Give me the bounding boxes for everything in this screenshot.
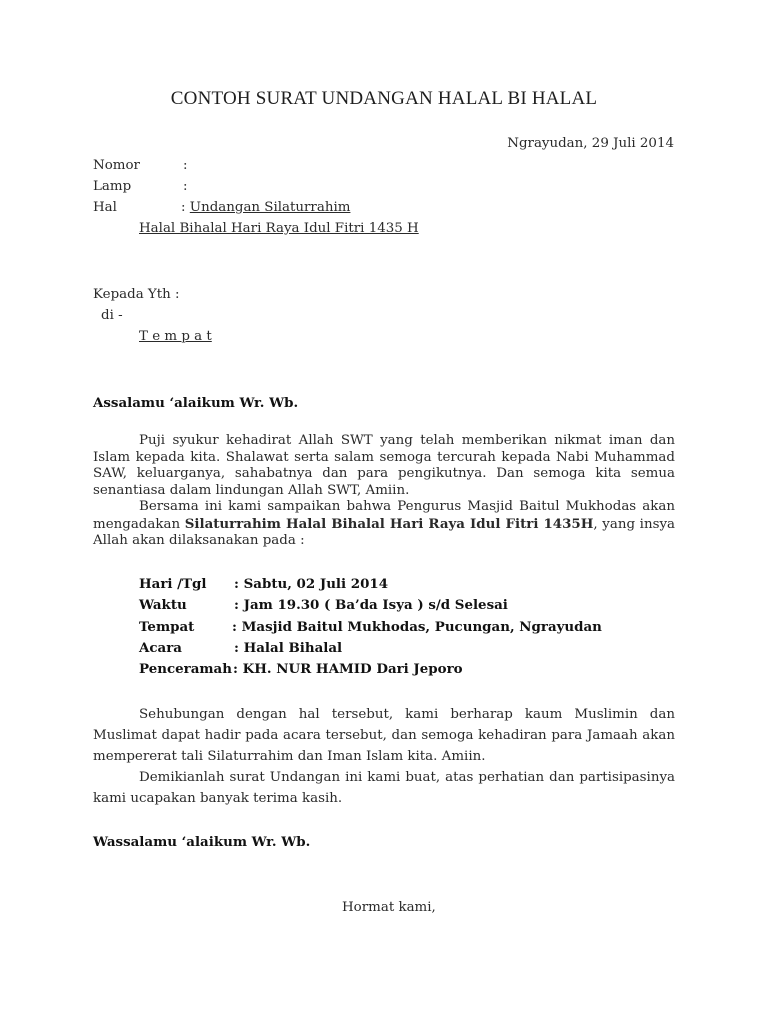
field-hal-value xyxy=(181,200,350,215)
closing-paragraphs xyxy=(93,704,675,809)
paragraph-2-event: Silaturrahim Halal Bihalal Hari Raya Idul Fitri 1435H xyxy=(184,515,594,532)
field-hal-colon: : xyxy=(181,200,190,215)
detail-value: : Masjid Baitul Mukhodas, Pucungan, Ngrayudan xyxy=(232,619,602,635)
field-lamp-value: : xyxy=(183,179,188,194)
recipient-place: T e m p a t xyxy=(139,329,212,344)
letter-title: CONTOH SURAT UNDANGAN HALAL BI HALAL xyxy=(170,88,598,109)
detail-label: Penceramah xyxy=(139,661,232,677)
field-hal-label: Hal xyxy=(93,200,117,215)
field-hal-subject: Undangan Silaturrahim xyxy=(189,200,351,215)
paragraph-2-before: Bersama ini kami sampaikan bahwa Pengurus Masjid Baitul Mukhodas akan mengadakan xyxy=(93,499,675,532)
detail-value: : KH. NUR HAMID Dari Jeporo xyxy=(233,661,463,677)
subject-line-2: Halal Bihalal Hari Raya Idul Fitri 1435 H xyxy=(139,221,419,236)
detail-label: Tempat xyxy=(139,619,195,635)
recipient-to: Kepada Yth : xyxy=(93,287,180,302)
detail-value: : Halal Bihalal xyxy=(234,640,343,656)
detail-label: Waktu xyxy=(139,597,187,613)
place-date: Ngrayudan, 29 Juli 2014 xyxy=(507,136,674,151)
paragraph-1: Puji syukur kehadirat Allah SWT yang telah memberikan nikmat iman dan Islam kepada kita. Shalawat serta salam semoga tercurah kepada Nabi Muhammad SAW, keluarganya, sahabatnya dan para pengikutnya. Dan semoga kita semua senantiasa dalam lindungan Allah SWT, Amiin. xyxy=(93,433,675,498)
greeting: Assalamu ‘alaikum Wr. Wb. xyxy=(93,395,299,411)
paragraph-4: Demikianlah surat Undangan ini kami buat, atas perhatian dan partisipasinya kami ucapakan banyak terima kasih. xyxy=(93,770,675,806)
field-lamp-label: Lamp xyxy=(93,179,132,194)
body-paragraphs xyxy=(93,433,675,550)
detail-value: : Sabtu, 02 Juli 2014 xyxy=(234,576,389,592)
recipient-di: di - xyxy=(101,308,123,323)
closing-greeting: Wassalamu ‘alaikum Wr. Wb. xyxy=(93,834,311,850)
field-nomor-value: : xyxy=(183,158,188,173)
detail-label: Acara xyxy=(139,640,182,656)
paragraph-3: Sehubungan dengan hal tersebut, kami berharap kaum Muslimin dan Muslimat dapat hadir pada acara tersebut, dan semoga kehadiran para Jamaah akan mempererat tali Silaturrahim dan Iman Islam kita. Amiin. xyxy=(93,707,675,764)
detail-value: : Jam 19.30 ( Ba’da Isya ) s/d Selesai xyxy=(234,597,508,613)
signoff: Hormat kami, xyxy=(342,900,436,915)
paragraph-2-after: , yang insya Allah akan dilaksanakan pada : xyxy=(93,516,676,548)
paragraph-2 xyxy=(93,499,675,550)
detail-label: Hari /Tgl xyxy=(139,576,207,592)
field-nomor-label: Nomor xyxy=(93,158,140,173)
